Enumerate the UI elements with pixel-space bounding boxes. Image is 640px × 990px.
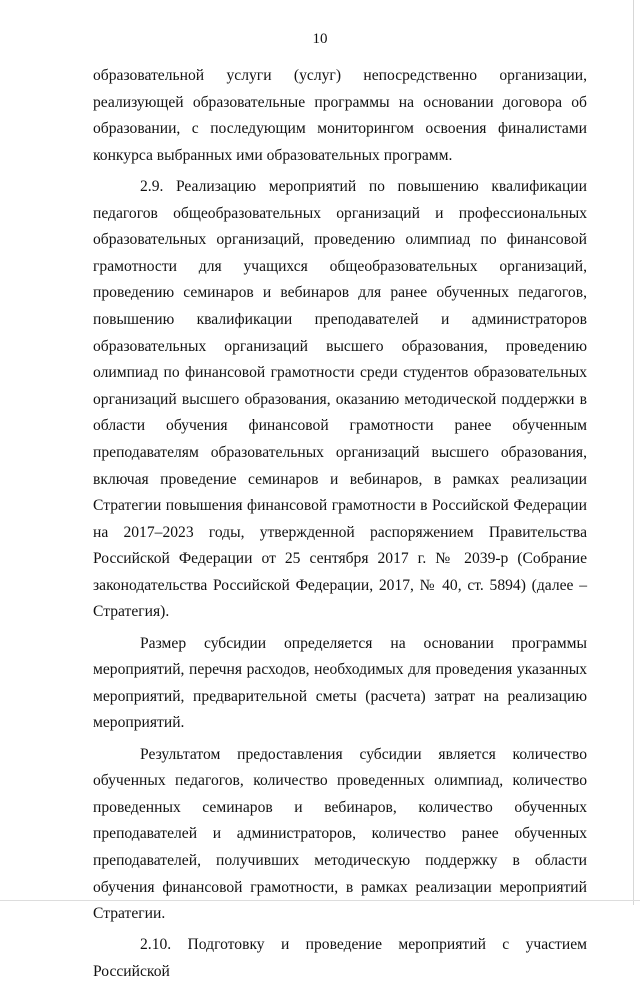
paragraph-section-2-9: 2.9. Реализацию мероприятий по повышению квалификации педагогов общеобразовательных организаций и профессиональных образовательных организаций, проведению олимпиад по финансовой грамотности для учащихся общеобразовательных организаций, проведению семинаров и вебинаров для ранее обученных педагогов, повышению квалификации преподавателей и администраторов образовательных организаций высшего образования, проведению олимпиад по финансовой грамотности среди студентов образовательных организаций высшего образования, оказанию методической поддержки в области обучения финансовой грамотности ранее обученным преподавателям образовательных организаций высшего образования, включая проведение семинаров и вебинаров, в рамках реализации Стратегии повышения финансовой грамотности в Российской Федерации на 2017–2023 годы, утвержденной распоряжением Правительства Российской Федерации от 25 сентября 2017 г. № 2039-р (Собрание законодательства Российской Федерации, 2017, № 40, ст. 5894) (далее – Стратегия). xyxy=(93,177,587,621)
page-number: 10 xyxy=(312,31,328,47)
paragraph-section-2-10: 2.10. Подготовку и проведение мероприятий с участием Российской xyxy=(93,936,587,980)
scan-edge-line xyxy=(633,0,634,905)
document-body xyxy=(93,63,587,990)
scan-bottom-line xyxy=(0,900,640,901)
paragraph-continuation: образовательной услуги (услуг) непосредственно организации, реализующей образовательные программы на основании договора об образовании, с последующим мониторингом освоения финалистами конкурса выбранных ими образовательных программ. xyxy=(93,67,587,164)
paragraph-subsidy-size: Размер субсидии определяется на основании программы мероприятий, перечня расходов, необходимых для проведения указанных мероприятий, предварительной сметы (расчета) затрат на реализацию мероприятий. xyxy=(93,634,587,732)
paragraph-subsidy-result: Результатом предоставления субсидии является количество обученных педагогов, количество проведенных олимпиад, количество проведенных семинаров и вебинаров, количество обученных преподавателей и администраторов, количество ранее обученных преподавателей, получивших методическую поддержку в области обучения финансовой грамотности, в рамках реализации мероприятий Стратегии. xyxy=(93,745,587,923)
